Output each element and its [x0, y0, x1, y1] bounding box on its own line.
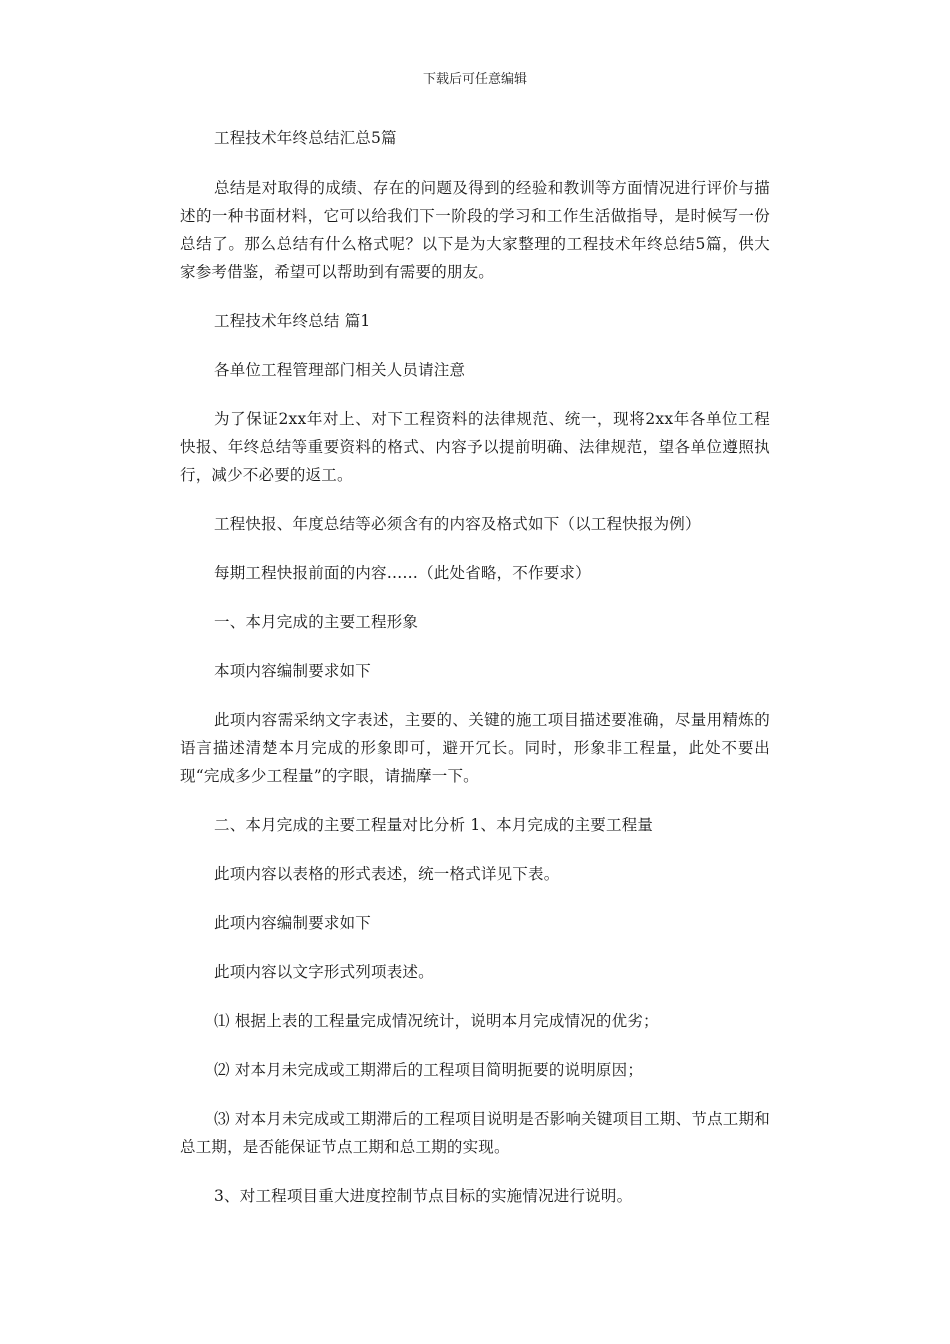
paragraph-table-note: 此项内容以表格的形式表述，统一格式详见下表。 [214, 865, 560, 883]
document-title: 工程技术年终总结汇总5篇 [214, 129, 397, 147]
paragraph-description: 此项内容需采纳文字表述，主要的、关键的施工项目描述要准确，尽量用精炼的语言描述清楚本月完成的形象即可，避开冗长。同时，形象非工程量，此处不要出现“完成多少工程量”的字眼，请揣摩一下。 [180, 711, 770, 785]
list-item-1: ⑴ 根据上表的工程量完成情况统计，说明本月完成情况的优劣； [214, 1012, 659, 1030]
list-item-2: ⑵ 对本月未完成或工期滞后的工程项目简明扼要的说明原因； [214, 1061, 644, 1079]
paragraph-preface: 每期工程快报前面的内容……（此处省略，不作要求） [214, 564, 591, 582]
paragraph-list-intro: 此项内容以文字形式列项表述。 [214, 963, 434, 981]
paragraph-notice: 各单位工程管理部门相关人员请注意 [214, 361, 466, 379]
section-heading-part1: 工程技术年终总结 篇1 [214, 312, 371, 330]
header-note: 下载后可任意编辑 [422, 72, 527, 87]
list-item-3: ⑶ 对本月未完成或工期滞后的工程项目说明是否影响关键项目工期、节点工期和总工期，是否能保证节点工期和总工期的实现。 [180, 1110, 770, 1156]
section-heading-1: 一、本月完成的主要工程形象 [214, 613, 419, 631]
paragraph-intro: 总结是对取得的成绩、存在的问题及得到的经验和教训等方面情况进行评价与描述的一种书面材料，它可以给我们下一阶段的学习和工作生活做指导，是时候写一份总结了。那么总结有什么格式呢？以下是为大家整理的工程技术年终总结5篇，供大家参考借鉴，希望可以帮助到有需要的朋友。 [180, 179, 770, 281]
paragraph-format: 工程快报、年度总结等必须含有的内容及格式如下（以工程快报为例） [214, 515, 701, 533]
paragraph-requirements: 本项内容编制要求如下 [214, 662, 372, 680]
paragraph-purpose: 为了保证2xx年对上、对下工程资料的法律规范、统一，现将2xx年各单位工程快报、年终总结等重要资料的格式、内容予以提前明确、法律规范，望各单位遵照执行，减少不必要的返工。 [180, 410, 770, 484]
paragraph-milestones: 3、对工程项目重大进度控制节点目标的实施情况进行说明。 [214, 1187, 633, 1205]
document-body [180, 124, 770, 1231]
section-heading-2: 二、本月完成的主要工程量对比分析 1、本月完成的主要工程量 [214, 816, 654, 834]
paragraph-requirements-2: 此项内容编制要求如下 [214, 914, 372, 932]
